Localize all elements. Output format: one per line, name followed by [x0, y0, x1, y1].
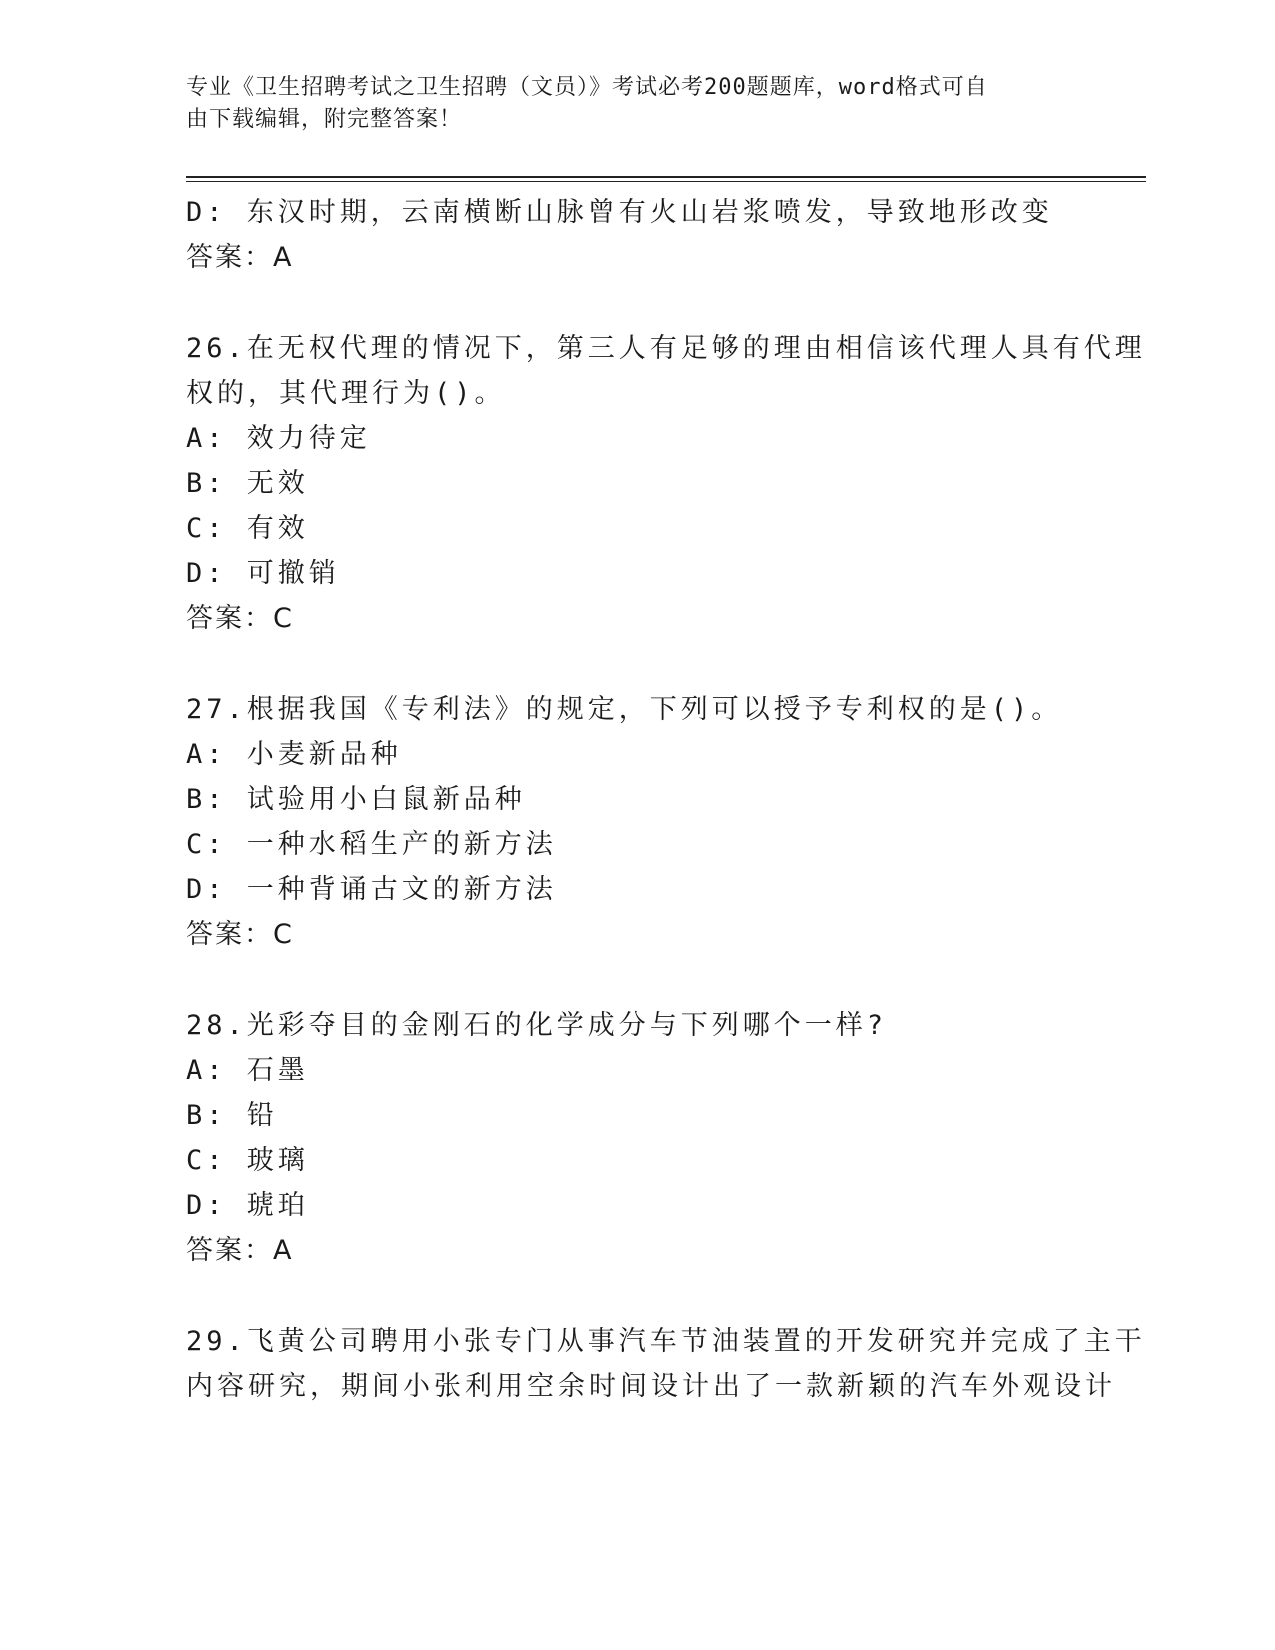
answer-line: 答案：A	[186, 242, 294, 273]
option-a: A: 石墨	[186, 1055, 309, 1086]
option-a: A: 效力待定	[186, 423, 371, 454]
option-d: D: 琥珀	[186, 1190, 309, 1221]
header-rule-thick	[186, 176, 1146, 178]
option-c: C: 玻璃	[186, 1145, 309, 1176]
header-line-1: 专业《卫生招聘考试之卫生招聘（文员）》考试必考200题题库，word格式可自	[186, 75, 988, 100]
question-stem-line-1: 27.根据我国《专利法》的规定，下列可以授予专利权的是()。	[186, 694, 1063, 725]
option-c: C: 一种水稻生产的新方法	[186, 829, 557, 860]
previous-question-tail	[186, 190, 1086, 280]
header-line-2: 由下载编辑，附完整答案！	[186, 107, 463, 132]
option-b: B: 铅	[186, 1100, 278, 1131]
option-b: B: 试验用小白鼠新品种	[186, 784, 526, 815]
question-stem-line-2: 内容研究，期间小张利用空余时间设计出了一款新颖的汽车外观设计	[186, 1371, 1116, 1402]
question-27	[186, 687, 1086, 957]
document-header	[186, 72, 1066, 136]
answer-line: 答案：C	[186, 603, 294, 634]
question-28	[186, 1003, 1086, 1273]
option-c: C: 有效	[186, 513, 309, 544]
question-29	[186, 1319, 1146, 1409]
question-26	[186, 326, 1146, 641]
option-d: D: 东汉时期，云南横断山脉曾有火山岩浆喷发，导致地形改变	[186, 197, 1053, 228]
answer-line: 答案：C	[186, 919, 294, 950]
question-stem-line-1: 29.飞黄公司聘用小张专门从事汽车节油装置的开发研究并完成了主干	[186, 1326, 1146, 1357]
answer-line: 答案：A	[186, 1235, 294, 1266]
document-body	[186, 190, 1146, 1409]
question-stem-line-1: 26.在无权代理的情况下，第三人有足够的理由相信该代理人具有代理	[186, 333, 1146, 364]
option-d: D: 可撤销	[186, 558, 340, 589]
option-d: D: 一种背诵古文的新方法	[186, 874, 557, 905]
header-rule-thin	[186, 181, 1146, 182]
option-a: A: 小麦新品种	[186, 739, 402, 770]
question-stem-line-1: 28.光彩夺目的金刚石的化学成分与下列哪个一样?	[186, 1010, 888, 1041]
question-stem-line-2: 权的，其代理行为()。	[186, 378, 506, 409]
option-b: B: 无效	[186, 468, 309, 499]
